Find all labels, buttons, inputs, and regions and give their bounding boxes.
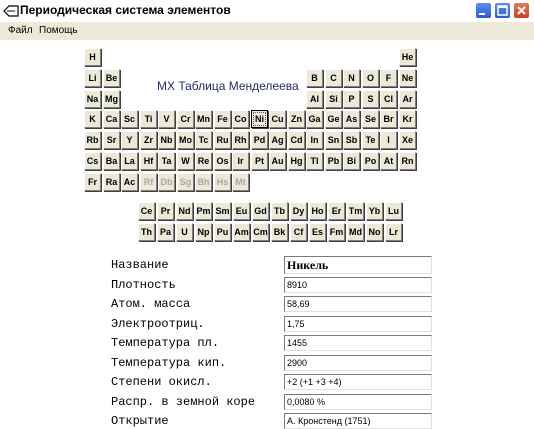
element-br[interactable]: Br [380, 110, 397, 128]
element-w[interactable]: W [177, 152, 194, 170]
property-value-field[interactable]: 1,75 [284, 316, 432, 332]
element-sc[interactable]: Sc [121, 110, 138, 128]
close-button[interactable] [513, 2, 530, 19]
element-n[interactable]: N [343, 69, 360, 87]
element-hg[interactable]: Hg [288, 152, 305, 170]
element-ni[interactable]: Ni [251, 110, 268, 128]
element-pu[interactable]: Pu [214, 223, 231, 241]
element-ga[interactable]: Ga [306, 110, 323, 128]
element-ne[interactable]: Ne [399, 69, 416, 87]
property-value-field[interactable]: 8910 [284, 277, 432, 293]
element-sb[interactable]: Sb [343, 131, 360, 149]
element-k[interactable]: K [84, 110, 101, 128]
element-es[interactable]: Es [309, 223, 326, 241]
property-value-field[interactable]: А. Кронстенд (1751) [284, 413, 432, 429]
element-bk[interactable]: Bk [271, 223, 288, 241]
element-p[interactable]: P [343, 90, 360, 108]
property-label: Температура пл. [111, 336, 220, 350]
element-sm[interactable]: Sm [214, 202, 231, 220]
element-gd[interactable]: Gd [252, 202, 269, 220]
element-tc[interactable]: Tc [195, 131, 212, 149]
menu-help[interactable]: Помощь [39, 25, 78, 36]
property-label: Распр. в земной коре [111, 395, 256, 409]
element-cd[interactable]: Cd [288, 131, 305, 149]
element-ra[interactable]: Ra [103, 173, 120, 191]
element-mt[interactable]: Mt [232, 173, 249, 191]
element-ag[interactable]: Ag [269, 131, 286, 149]
maximize-button[interactable] [494, 2, 511, 19]
element-np[interactable]: Np [195, 223, 212, 241]
element-fe[interactable]: Fe [214, 110, 231, 128]
property-label: Температура кип. [111, 356, 227, 370]
element-pm[interactable]: Pm [195, 202, 212, 220]
element-ac[interactable]: Ac [121, 173, 138, 191]
element-li[interactable]: Li [84, 69, 101, 87]
element-mg[interactable]: Mg [103, 90, 120, 108]
close-icon [514, 3, 529, 18]
element-f[interactable]: F [380, 69, 397, 87]
element-in[interactable]: In [306, 131, 323, 149]
element-bi[interactable]: Bi [343, 152, 360, 170]
element-ba[interactable]: Ba [103, 152, 120, 170]
element-th[interactable]: Th [138, 223, 155, 241]
element-cf[interactable]: Cf [290, 223, 307, 241]
window-title: Периодическая система элементов [20, 3, 231, 17]
property-value-field[interactable]: 2900 [284, 355, 432, 371]
element-rb[interactable]: Rb [84, 131, 101, 149]
app-icon [3, 4, 19, 18]
element-lu[interactable]: Lu [385, 202, 402, 220]
property-label: Степени окисл. [111, 375, 212, 389]
element-fm[interactable]: Fm [328, 223, 345, 241]
element-pt[interactable]: Pt [251, 152, 268, 170]
title-bar [0, 0, 534, 22]
minimize-icon [476, 3, 491, 18]
element-o[interactable]: O [362, 69, 379, 87]
element-i[interactable]: I [380, 131, 397, 149]
property-value-field[interactable]: 0,0080 % [284, 394, 432, 410]
element-sg[interactable]: Sg [177, 173, 194, 191]
element-c[interactable]: C [325, 69, 342, 87]
element-rf[interactable]: Rf [140, 173, 157, 191]
element-rn[interactable]: Rn [399, 152, 416, 170]
element-os[interactable]: Os [214, 152, 231, 170]
element-na[interactable]: Na [84, 90, 101, 108]
element-se[interactable]: Se [362, 110, 379, 128]
element-cl[interactable]: Cl [380, 90, 397, 108]
element-co[interactable]: Co [232, 110, 249, 128]
element-as[interactable]: As [343, 110, 360, 128]
element-al[interactable]: Al [306, 90, 323, 108]
element-ho[interactable]: Ho [309, 202, 326, 220]
element-tl[interactable]: Tl [306, 152, 323, 170]
property-label: Открытие [111, 414, 169, 428]
element-xe[interactable]: Xe [399, 131, 416, 149]
property-value-field[interactable]: 58,69 [284, 296, 432, 312]
property-label: Плотность [111, 278, 176, 292]
element-er[interactable]: Er [328, 202, 345, 220]
element-la[interactable]: La [121, 152, 138, 170]
property-value-field[interactable]: +2 (+1 +3 +4) [284, 374, 432, 390]
element-y[interactable]: Y [121, 131, 138, 149]
element-eu[interactable]: Eu [233, 202, 250, 220]
element-nd[interactable]: Nd [176, 202, 193, 220]
element-cs[interactable]: Cs [84, 152, 101, 170]
element-s[interactable]: S [362, 90, 379, 108]
property-value-field[interactable]: 1455 [284, 335, 432, 351]
element-rh[interactable]: Rh [232, 131, 249, 149]
menu-file[interactable]: Файл [8, 25, 33, 36]
element-pd[interactable]: Pd [251, 131, 268, 149]
element-si[interactable]: Si [325, 90, 342, 108]
element-ir[interactable]: Ir [232, 152, 249, 170]
element-ta[interactable]: Ta [158, 152, 175, 170]
element-sn[interactable]: Sn [325, 131, 342, 149]
element-cr[interactable]: Cr [177, 110, 194, 128]
element-db[interactable]: Db [158, 173, 175, 191]
maximize-icon [495, 3, 510, 18]
element-name-field[interactable]: Никель [284, 256, 432, 274]
element-he[interactable]: He [399, 48, 416, 66]
element-ar[interactable]: Ar [399, 90, 416, 108]
property-label: Атом. масса [111, 297, 191, 311]
property-label: Электроотриц. [111, 317, 205, 331]
element-dy[interactable]: Dy [290, 202, 307, 220]
element-nb[interactable]: Nb [158, 131, 175, 149]
element-tb[interactable]: Tb [271, 202, 288, 220]
element-h[interactable]: H [84, 48, 101, 66]
element-te[interactable]: Te [362, 131, 379, 149]
element-mo[interactable]: Mo [177, 131, 194, 149]
element-tm[interactable]: Tm [347, 202, 364, 220]
element-v[interactable]: V [158, 110, 175, 128]
element-u[interactable]: U [176, 223, 193, 241]
element-ge[interactable]: Ge [325, 110, 342, 128]
element-lr[interactable]: Lr [385, 223, 402, 241]
element-md[interactable]: Md [347, 223, 364, 241]
element-no[interactable]: No [366, 223, 383, 241]
element-ru[interactable]: Ru [214, 131, 231, 149]
element-mn[interactable]: Mn [195, 110, 212, 128]
element-b[interactable]: B [306, 69, 323, 87]
element-po[interactable]: Po [362, 152, 379, 170]
element-zr[interactable]: Zr [140, 131, 157, 149]
minimize-button[interactable] [475, 2, 492, 19]
element-ce[interactable]: Ce [138, 202, 155, 220]
element-hs[interactable]: Hs [214, 173, 231, 191]
property-label: Название [111, 258, 169, 272]
element-yb[interactable]: Yb [366, 202, 383, 220]
element-fr[interactable]: Fr [84, 173, 101, 191]
element-au[interactable]: Au [269, 152, 286, 170]
element-be[interactable]: Be [103, 69, 120, 87]
element-cm[interactable]: Cm [252, 223, 269, 241]
element-am[interactable]: Am [233, 223, 250, 241]
element-at[interactable]: At [380, 152, 397, 170]
element-ti[interactable]: Ti [140, 110, 157, 128]
menu-bar [0, 22, 534, 40]
table-title: МХ Таблица Менделеева [157, 79, 299, 93]
element-re[interactable]: Re [195, 152, 212, 170]
element-ca[interactable]: Ca [103, 110, 120, 128]
element-kr[interactable]: Kr [399, 110, 416, 128]
element-pa[interactable]: Pa [157, 223, 174, 241]
element-cu[interactable]: Cu [269, 110, 286, 128]
element-bh[interactable]: Bh [195, 173, 212, 191]
element-pr[interactable]: Pr [157, 202, 174, 220]
element-hf[interactable]: Hf [140, 152, 157, 170]
element-sr[interactable]: Sr [103, 131, 120, 149]
element-zn[interactable]: Zn [288, 110, 305, 128]
element-pb[interactable]: Pb [325, 152, 342, 170]
